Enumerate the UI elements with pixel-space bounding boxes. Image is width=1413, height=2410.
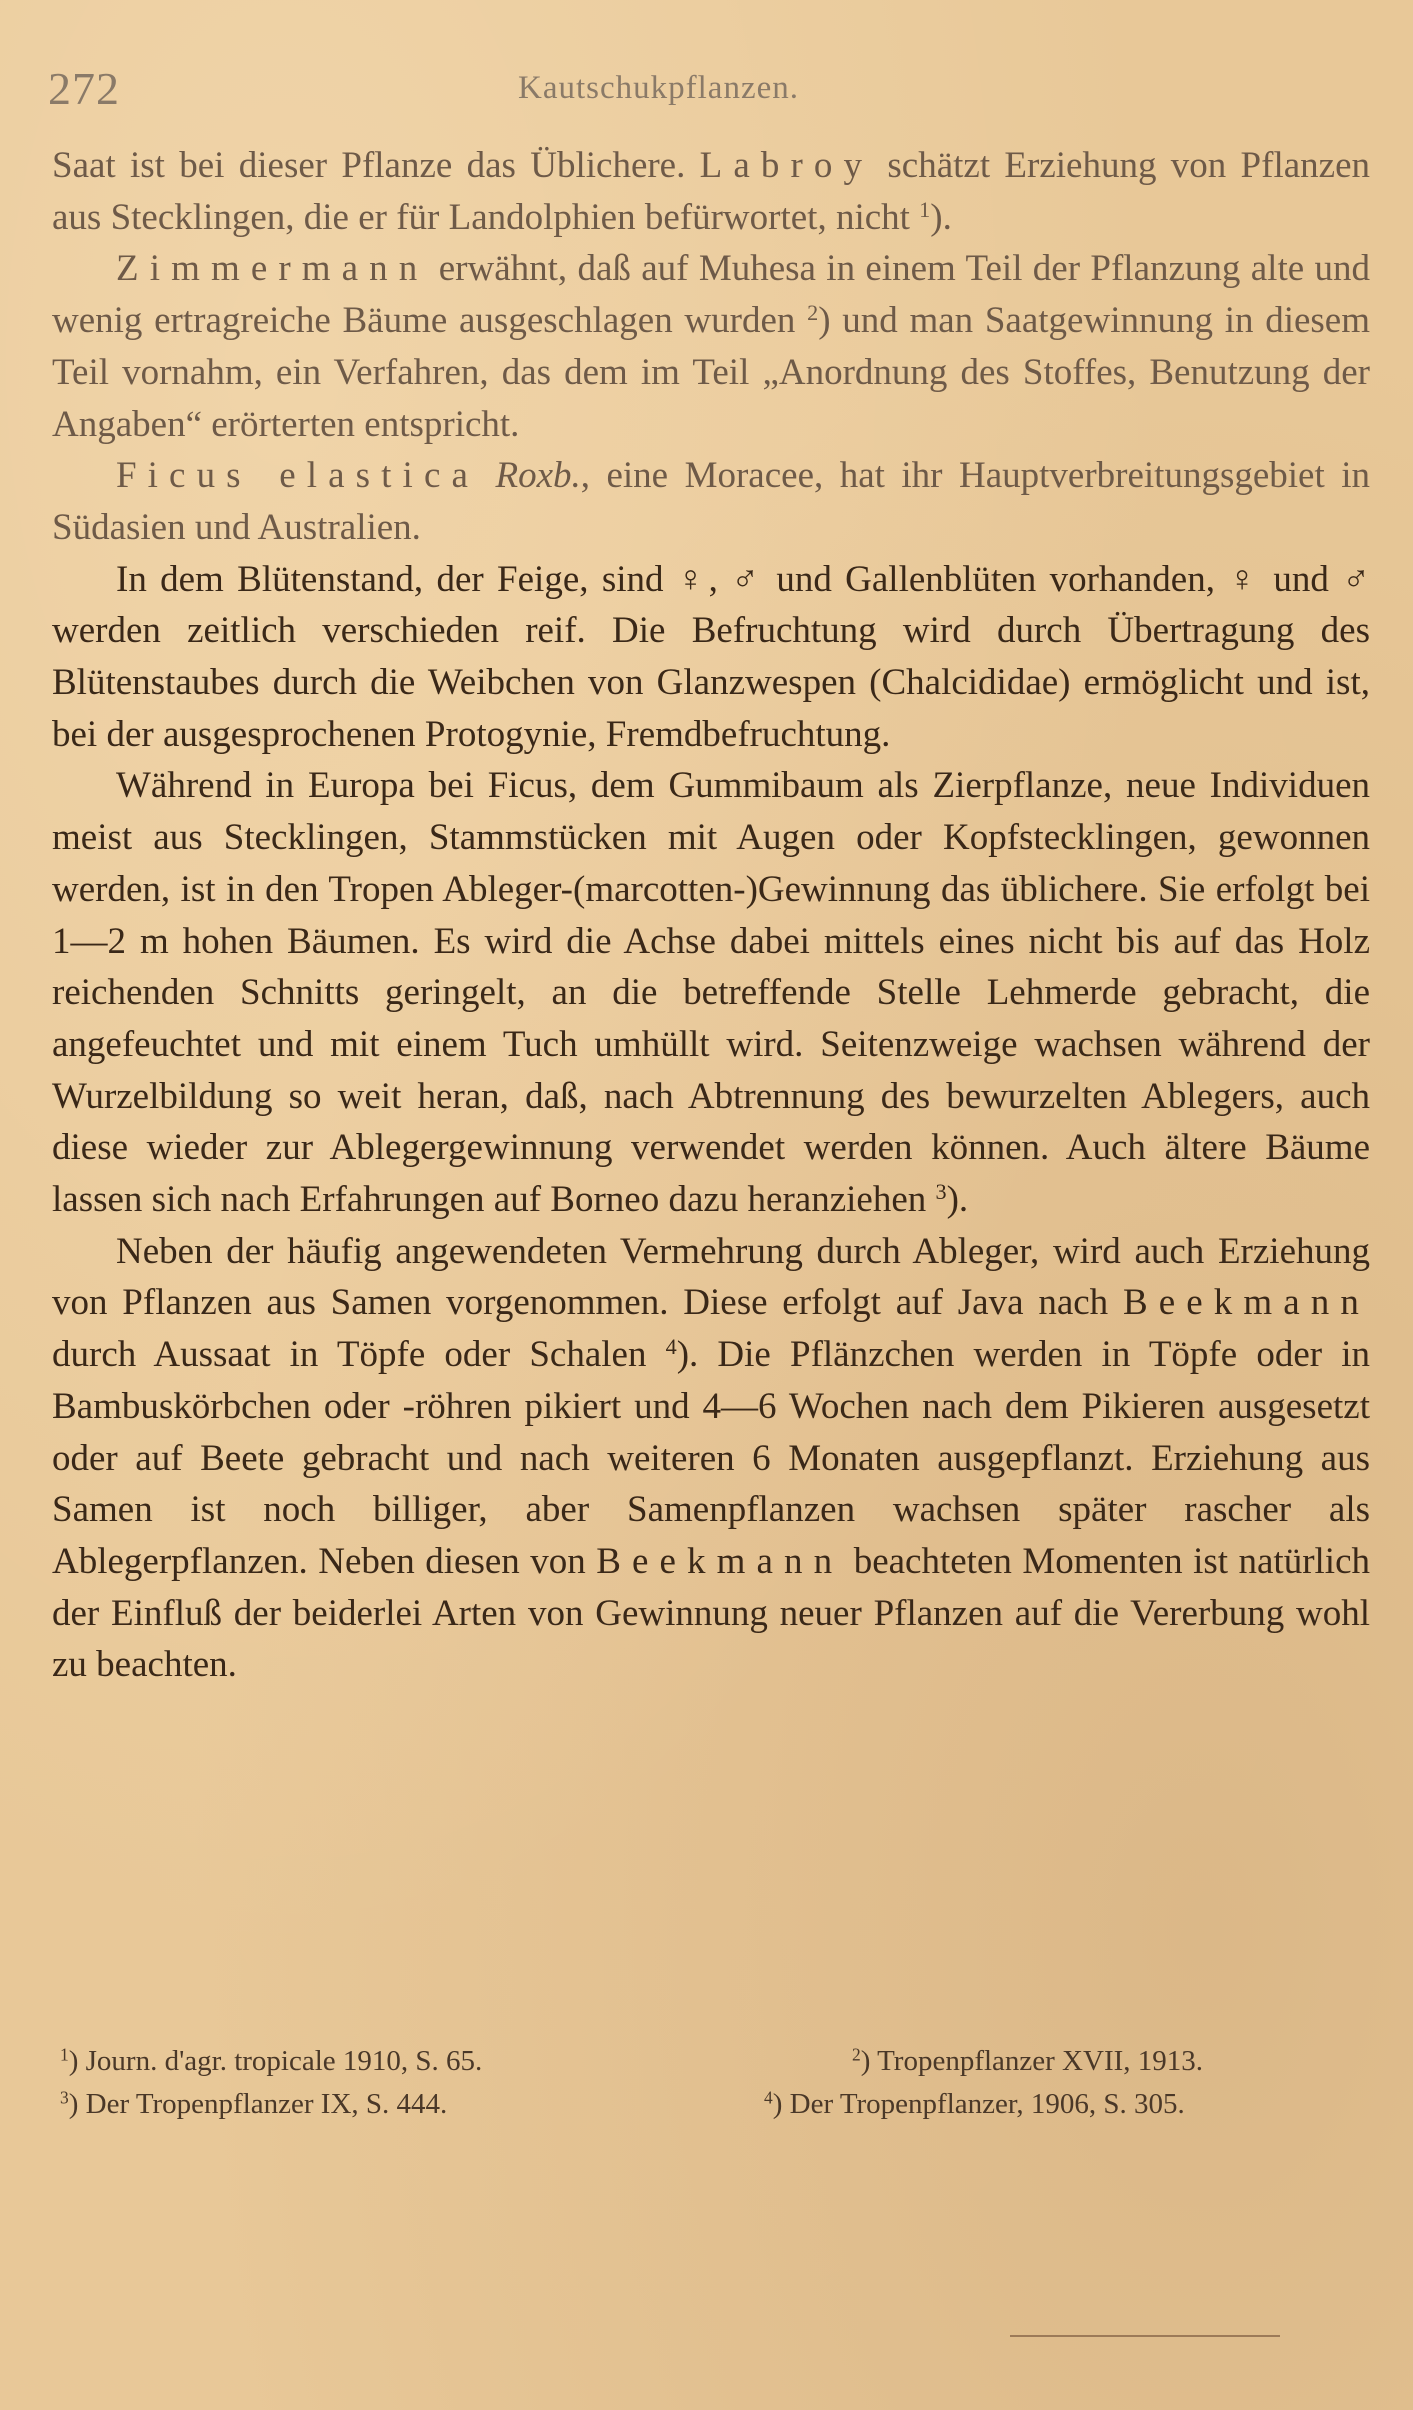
paragraph [52,450,1370,553]
spaced-name: Beekmann [596,1540,844,1582]
footnote-mark: 1 [60,2044,69,2065]
running-head: Kautschukpflanzen. [518,70,799,106]
text-run: durch Aussaat in Töpfe oder Schalen [52,1334,666,1376]
text-run: ). Die Pflänzchen werden in Töpfe oder in Bambuskörbchen oder -röhren pikiert und 4—6 Wochen nach dem Pikieren ausgesetzt oder auf Beete gebracht und nach weiteren 6 Monaten ausgepflanzt. Erziehung aus Samen ist noch billiger, aber Samenpflanzen wachsen später rascher als Ablegerpflanzen. Neben diesen von [52,1334,1370,1582]
text-run: Neben der häufig angewendeten Vermehrung durch Ableger, wird auch Erziehung von Pflanzen aus Samen vorgenommen. Diese erfolgt auf Java nach [52,1230,1370,1324]
spaced-name: Ficus elastica [116,455,479,497]
text-run: schätzt Erziehung von Pflanzen aus Stecklingen, die er für Landolphien befürwortet, nicht [52,145,1371,238]
footnote-text: Der Tropenpflanzer IX, S. 444. [85,2088,448,2120]
text-run: ). [930,196,952,238]
text-run: , eine Moracee, hat ihr Hauptverbreitungsgebiet in Südasien und Australien. [52,455,1370,548]
page-number: 272 [48,63,120,114]
spaced-name: Labroy [699,145,874,186]
text-run: ). [946,1179,969,1221]
text-run: erwähnt, daß auf Muhesa in einem Teil der Pflanzung alte und wenig ertragreiche Bäume ausgeschlagen wurden [52,248,1370,342]
footnote-text: Journ. d'agr. tropicale 1910, S. 65. [85,2045,483,2077]
footnote-3: $^3$) Der Tropenpflanzer IX, S. 444. [60,2087,448,2120]
paragraph [52,554,1370,761]
body-text [52,140,1370,1691]
footnote-mark: 2 [852,2044,861,2065]
footnote-text: Tropenpflanzer XVII, 1913. [877,2045,1204,2077]
footnote-ref: 4 [665,1333,677,1359]
footnote-ref: 1 [919,196,931,222]
footnote-row [52,2040,1372,2083]
footnote-1: $^1$) Journ. d'agr. tropicale 1910, S. 65. [60,2044,483,2077]
footnotes [52,2040,1372,2126]
footnote-mark: 4 [764,2087,773,2108]
text-run: Während in Europa bei Ficus, dem Gummibaum als Zierpflanze, neue Individuen meist aus Stecklingen, Stammstücken mit Augen oder Kopfstecklingen, gewonnen werden, ist in den Tropen Ableger-(marcotten-)Gewinnung das üblichere. Sie erfolgt bei 1—2 m hohen Bäumen. Es wird die Achse dabei mittels eines nicht bis auf das Holz reichenden Schnitts geringelt, an die betreffende Stelle Lehmerde gebracht, die angefeuchtet und mit einem Tuch umhüllt wird. Seitenzweige wachsen während der Wurzelbildung so weit heran, daß, nach Abtrennung des bewurzelten Ablegers, auch diese wieder zur Ablegergewinnung verwendet werden können. Auch ältere Bäume lassen sich nach Erfahrungen auf Borneo dazu heranziehen [52,765,1370,1221]
footnote-ref: 2 [807,299,819,325]
text-run: Saat ist bei dieser Pflanze das Üblichere. [52,145,700,186]
text-run: ) und man Saatgewinnung in diesem Teil vornahm, ein Verfahren, das dem im Teil „Anordnung des Stoffes, Benutzung der Angaben“ erörterten entspricht. [52,300,1370,445]
footnote-text: Der Tropenpflanzer, 1906, S. 305. [789,2088,1185,2120]
bottom-rule [1010,2335,1280,2337]
paragraph [52,1226,1370,1691]
footnote-row [52,2083,1372,2126]
spaced-name: Beekmann [1122,1282,1370,1324]
footnote-ref: 3 [935,1178,947,1204]
page-header [48,62,1378,122]
text-run [479,455,495,496]
text-run: In dem Blütenstand, der Feige, sind ♀, ♂ und Gallenblüten vorhanden, ♀ und ♂ werden zeitlich verschieden reif. Die Befruchtung wird durch Übertragung des Blütenstaubes durch die Weibchen von Glanzwespen (Chalcididae) ermöglicht und ist, bei der ausgesprochenen Protogynie, Fremdbefruchtung. [52,558,1370,755]
author-abbrev: Roxb. [495,455,581,497]
paragraph [52,243,1370,450]
paragraph [52,140,1370,243]
paragraph [52,760,1370,1225]
footnote-mark: 3 [60,2087,69,2108]
footnote-2: $^2$) Tropenpflanzer XVII, 1913. [852,2044,1204,2077]
footnote-4: $^4$) Der Tropenpflanzer, 1906, S. 305. [764,2087,1185,2120]
text-run: beachteten Momenten ist natürlich der Einfluß der beiderlei Arten von Gewinnung neuer Pflanzen auf die Vererbung wohl zu beachten. [52,1540,1370,1686]
spaced-name: Zimmermann [116,248,429,290]
